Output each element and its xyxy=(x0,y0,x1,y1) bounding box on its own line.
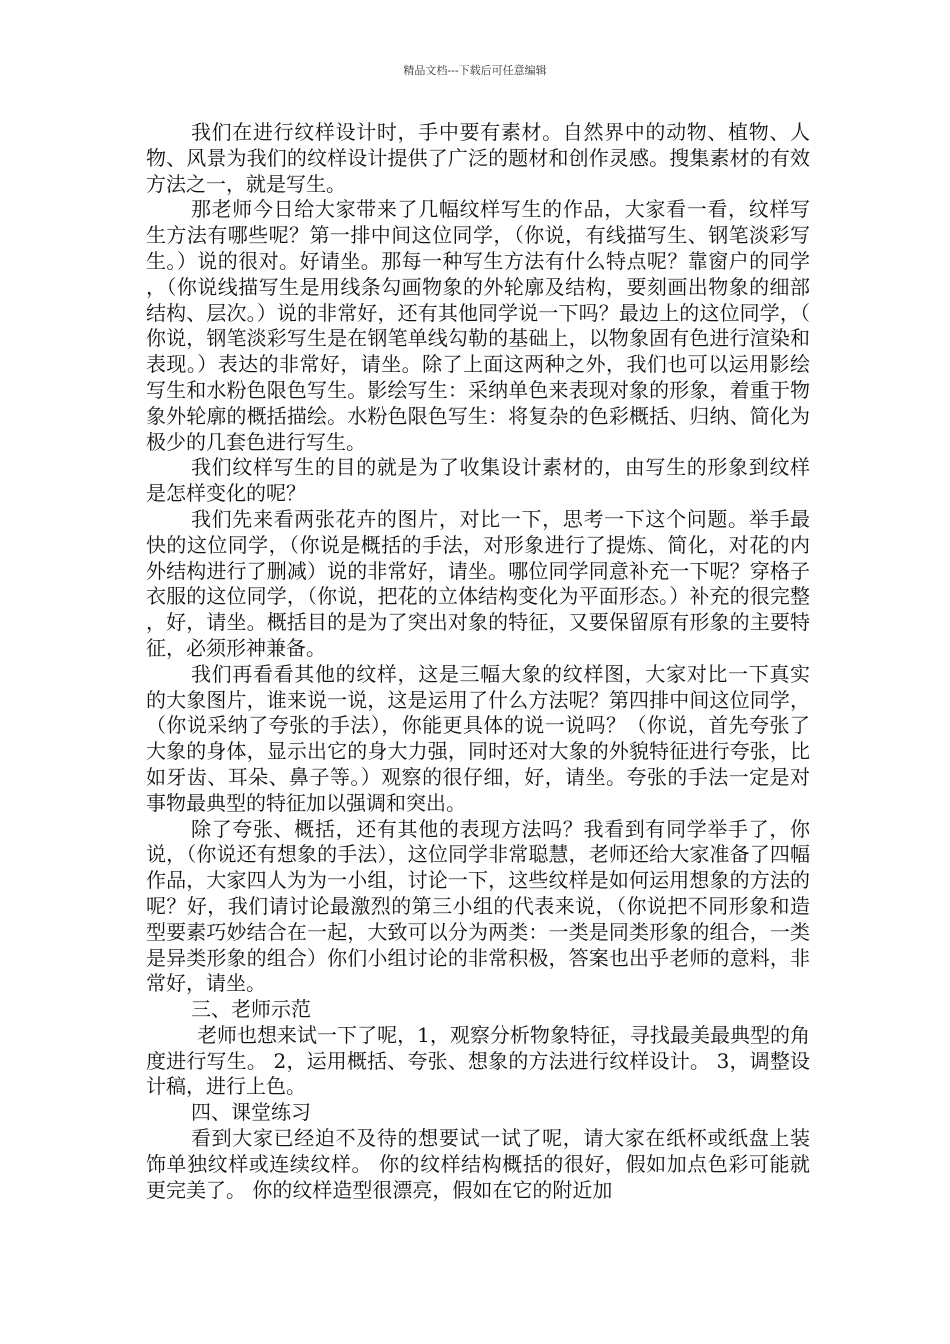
paragraph-exaggeration: 我们再看看其他的纹样，这是三幅大象的纹样图，大家对比一下真实的大象图片，谁来说一说，这是运用了什么方法呢？第四排中间这位同学，（你说采纳了夸张的手法），你能更具体的说一说吗？（你说，首先夸张了大象的身体，显示出它的身大力强，同时还对大象的外貌特征进行夸张，比如牙齿、耳朵、鼻子等。）观察的很仔细，好，请坐。夸张的手法一定是对事物最典型的特征加以强调和突出。 xyxy=(146,661,810,815)
page-header: 精品文档---下载后可任意编辑 xyxy=(403,64,547,77)
paragraph-sketch-purpose: 我们纹样写生的目的就是为了收集设计素材的，由写生的形象到纹样是怎样变化的呢？ xyxy=(146,455,810,506)
paragraph-teacher-demo: 老师也想来试一下了呢，1，观察分析物象特征，寻找最美最典型的角度进行写生。 2，运用概括、夸张、想象的方法进行纹样设计。 3，调整设计稿，进行上色。 xyxy=(146,1022,810,1099)
paragraph-class-practice: 看到大家已经迫不及待的想要试一试了呢，请大家在纸杯或纸盘上装饰单独纹样或连续纹样。 你的纹样结构概括的很好，假如加点色彩可能就更完美了。 你的纹样造型很漂亮，假如在它的附近加 xyxy=(146,1126,810,1202)
section-heading-class-practice: 四、课堂练习 xyxy=(191,1100,311,1125)
paragraph-materials: 我们在进行纹样设计时，手中要有素材。自然界中的动物、植物、人物、风景为我们的纹样设计提供了广泛的题材和创作灵感。搜集素材的有效方法之一，就是写生。 xyxy=(146,120,810,196)
paragraph-sketch-methods: 那老师今日给大家带来了几幅纹样写生的作品，大家看一看，纹样写生方法有哪些呢？第一排中间这位同学，（你说，有线描写生、钢笔淡彩写生。）说的很对。好请坐。那每一种写生方法有什么特点呢？靠窗户的同学，（你说线描写生是用线条勾画物象的外轮廓及结构，要刻画出物象的细部结构、层次。）说的非常好，还有其他同学说一下吗？最边上的这位同学，（你说，钢笔淡彩写生是在钢笔单线勾勒的基础上，以物象固有色进行渲染和表现。）表达的非常好，请坐。除了上面这两种之外，我们也可以运用影绘写生和水粉色限色写生。影绘写生：采纳单色来表现对象的形象，着重于物象外轮廓的概括描绘。水粉色限色写生：将复杂的色彩概括、归纳、简化为极少的几套色进行写生。 xyxy=(146,197,810,454)
paragraph-imagination: 除了夸张、概括，还有其他的表现方法吗？我看到有同学举手了，你说，（你说还有想象的手法），这位同学非常聪慧，老师还给大家准备了四幅作品，大家四人为为一小组，讨论一下，这些纹样是如何运用想象的方法的呢？好，我们请讨论最激烈的第三小组的代表来说，（你说把不同形象和造型要素巧妙结合在一起，大致可以分为两类：一类是同类形象的组合，一类是异类形象的组合）你们小组讨论的非常积极，答案也出乎老师的意料，非常好，请坐。 xyxy=(146,816,810,996)
section-heading-teacher-demo: 三、老师示范 xyxy=(191,997,311,1022)
document-body xyxy=(146,120,810,1203)
paragraph-generalization: 我们先来看两张花卉的图片，对比一下，思考一下这个问题。举手最快的这位同学，（你说是概括的手法，对形象进行了提炼、简化，对花的内外结构进行了删减）说的非常好，请坐。哪位同学同意补充一下呢？穿格子衣服的这位同学，（你说，把花的立体结构变化为平面形态。）补充的很完整，好，请坐。概括目的是为了突出对象的特征，又要保留原有形象的主要特征，必须形神兼备。 xyxy=(146,506,810,660)
